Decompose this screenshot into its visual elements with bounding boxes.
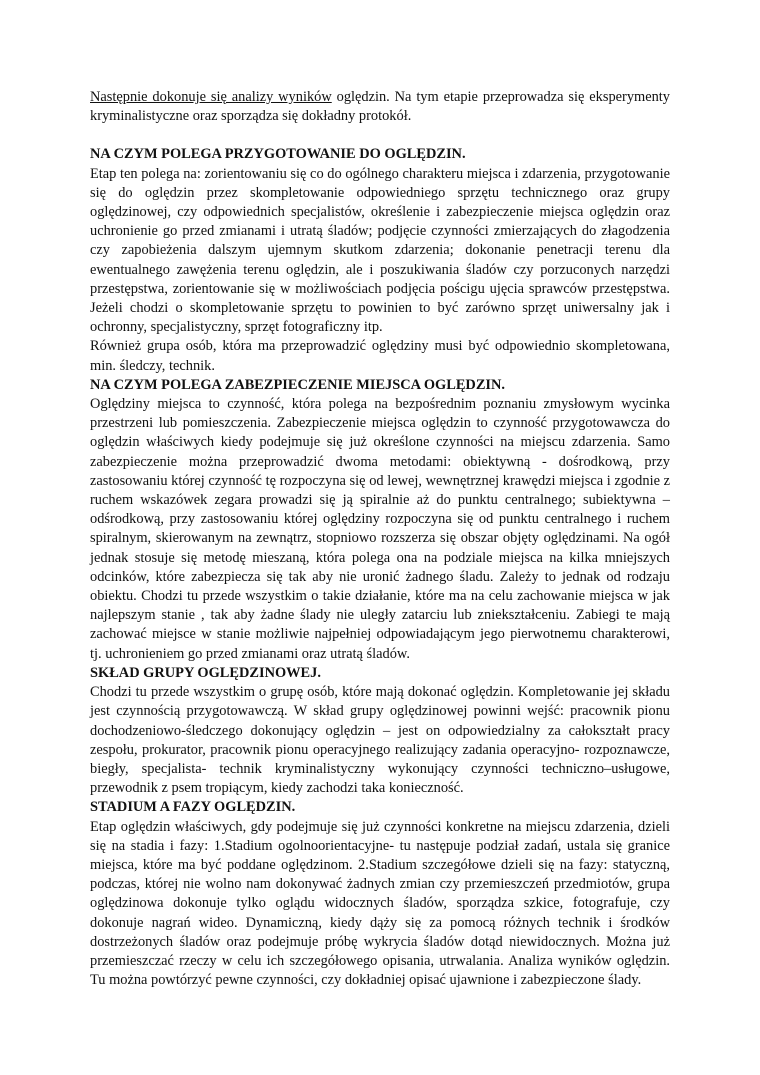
paragraph-preparation-1: Etap ten polega na: zorientowaniu się co do ogólnego charakteru miejsca i zdarzenia, przygotowanie się do oględzin przez skompletowanie odpowiedniego sprzętu technicznego oraz grupy oględzinowej, czy odpowiednich specjalistów, określenie i zabezpieczenie miejsca oględzin oraz uchronienie go przed zmianami i utratą śladów; podjęcie czynności zmierzających do złagodzenia czy zapobieżenia dalszym ujemnym skutkom zdarzenia; dokonanie penetracji terenu dla ewentualnego zawężenia terenu oględzin, ale i poszukiwania śladów czy porzuconych narzędzi przestępstwa, zorientowanie się w możliwościach podjęcia pościgu ujęcia sprawców przestępstwa. Jeżeli chodzi o skompletowanie sprzętu to powinien to być zarówno sprzęt uniwersalny jak i ochronny, specjalistyczny, sprzęt fotograficzny itp. <box>90 165 670 336</box>
intro-underlined-text: Następnie dokonuje się analizy wyników <box>90 89 332 105</box>
heading-securing-site: NA CZYM POLEGA ZABEZPIECZENIE MIEJSCA OGLĘDZIN. <box>90 376 506 393</box>
intro-text: oględzin. Na tym etapie przeprowadza się eksperymenty kryminalistyczne oraz sporządza się dokładny protokół. <box>90 89 670 125</box>
paragraph-securing-site: Oględziny miejsca to czynność, która polega na bezpośrednim poznaniu zmysłowym wycinka przestrzeni lub pomieszczenia. Zabezpieczenie miejsca oględzin to czynność przygotowawcza do oględzin właściwych kiedy podejmuje się już określone czynności na miejscu zdarzenia. Samo zabezpieczenie można przeprowadzić dwoma metodami: obiektywną - dośrodkową, przy zastosowaniu której czynność tę rozpoczyna się od lewej, wewnętrznej krawędzi miejsca i zgodnie z ruchem wskazówek zegara prowadzi się ją spiralnie aż do punktu centralnego; subiektywna – odśrodkową, przy zastosowaniu której oględziny rozpoczyna się od punktu centralnego i ruchem spiralnym, skierowanym na zewnątrz, stopniowo rozszerza się obszar objęty oględzinami. Na ogół jednak stosuje się metodę mieszaną, która polega ona na podziale miejsca na kilka mniejszych odcinków, które zabezpiecza się tak aby nie uronić żadnego śladu. Zależy to jednak od rodzaju obiektu. Chodzi tu przede wszystkim o takie działanie, które ma na celu zachowanie miejsca w jak najlepszym stanie , tak aby żadne ślady nie uległy zatarciu lub zniekształceniu. Zabiegi te mają zachować miejsce w stanie możliwie najpełniej odpowiadającym jego pierwotnemu charakterowi, tj. uchronieniem go przed zmianami oraz utratą śladów. <box>90 396 670 662</box>
heading-preparation: NA CZYM POLEGA PRZYGOTOWANIE DO OGLĘDZIN. <box>90 146 466 163</box>
paragraph-preparation-2: Również grupa osób, która ma przeprowadzić oględziny musi być odpowiednio skompletowana, min. śledczy, technik. <box>90 338 670 374</box>
paragraph-team-composition: Chodzi tu przede wszystkim o grupę osób, które mają dokonać oględzin. Kompletowanie jej składu jest czynnością przygotowawczą. W skład grupy oględzinowej powinni wejść: pracownik pionu dochodzeniowo-śledczego dokonujący oględzin – jest on odpowiedzialny za całokształt pracy zespołu, prokurator, pracownik pionu operacyjnego realizujący zadania operacyjno- rozpoznawcze, biegły, specjalista- technik kryminalistyczny wykonujący czynności techniczno–usługowe, przewodnik z psem tropiącym, kiedy zachodzi taka konieczność. <box>90 684 670 797</box>
paragraph-stages-phases: Etap oględzin właściwych, gdy podejmuje się już czynności konkretne na miejscu zdarzenia, dzieli się na stadia i fazy: 1.Stadium ogolnoorientacyjne- tu następuje podział zadań, ustala się granice miejsca, które ma być poddane oględzinom. 2.Stadium szczegółowe dzieli się na fazy: statyczną, podczas, której nie wolno nam dokonywać żadnych zmian czy przemieszczeń przedmiotów, grupa oględzinowa dokonuje tylko oglądu widocznych śladów, sporządza szkice, fotografuje, czy dokonuje nagrań wideo. Dynamiczną, kiedy dąży się za pomocą różnych technik i środków dostrzeżonych śladów oraz podejmuje próbę wykrycia śladów dotąd niewidocznych. Można już przemieszczać rzeczy w celu ich szczegółowego opisania, utrwalania. Analiza wyników oględzin. Tu można powtórzyć pewne czynności, czy dokładniej opisać ujawnione i zabezpieczone ślady. <box>90 818 670 989</box>
document-body <box>90 88 670 990</box>
intro-paragraph <box>90 88 670 126</box>
spacer <box>90 126 670 145</box>
heading-team-composition: SKŁAD GRUPY OGLĘDZINOWEJ. <box>90 664 321 681</box>
heading-stages-phases: STADIUM A FAZY OGLĘDZIN. <box>90 799 296 816</box>
